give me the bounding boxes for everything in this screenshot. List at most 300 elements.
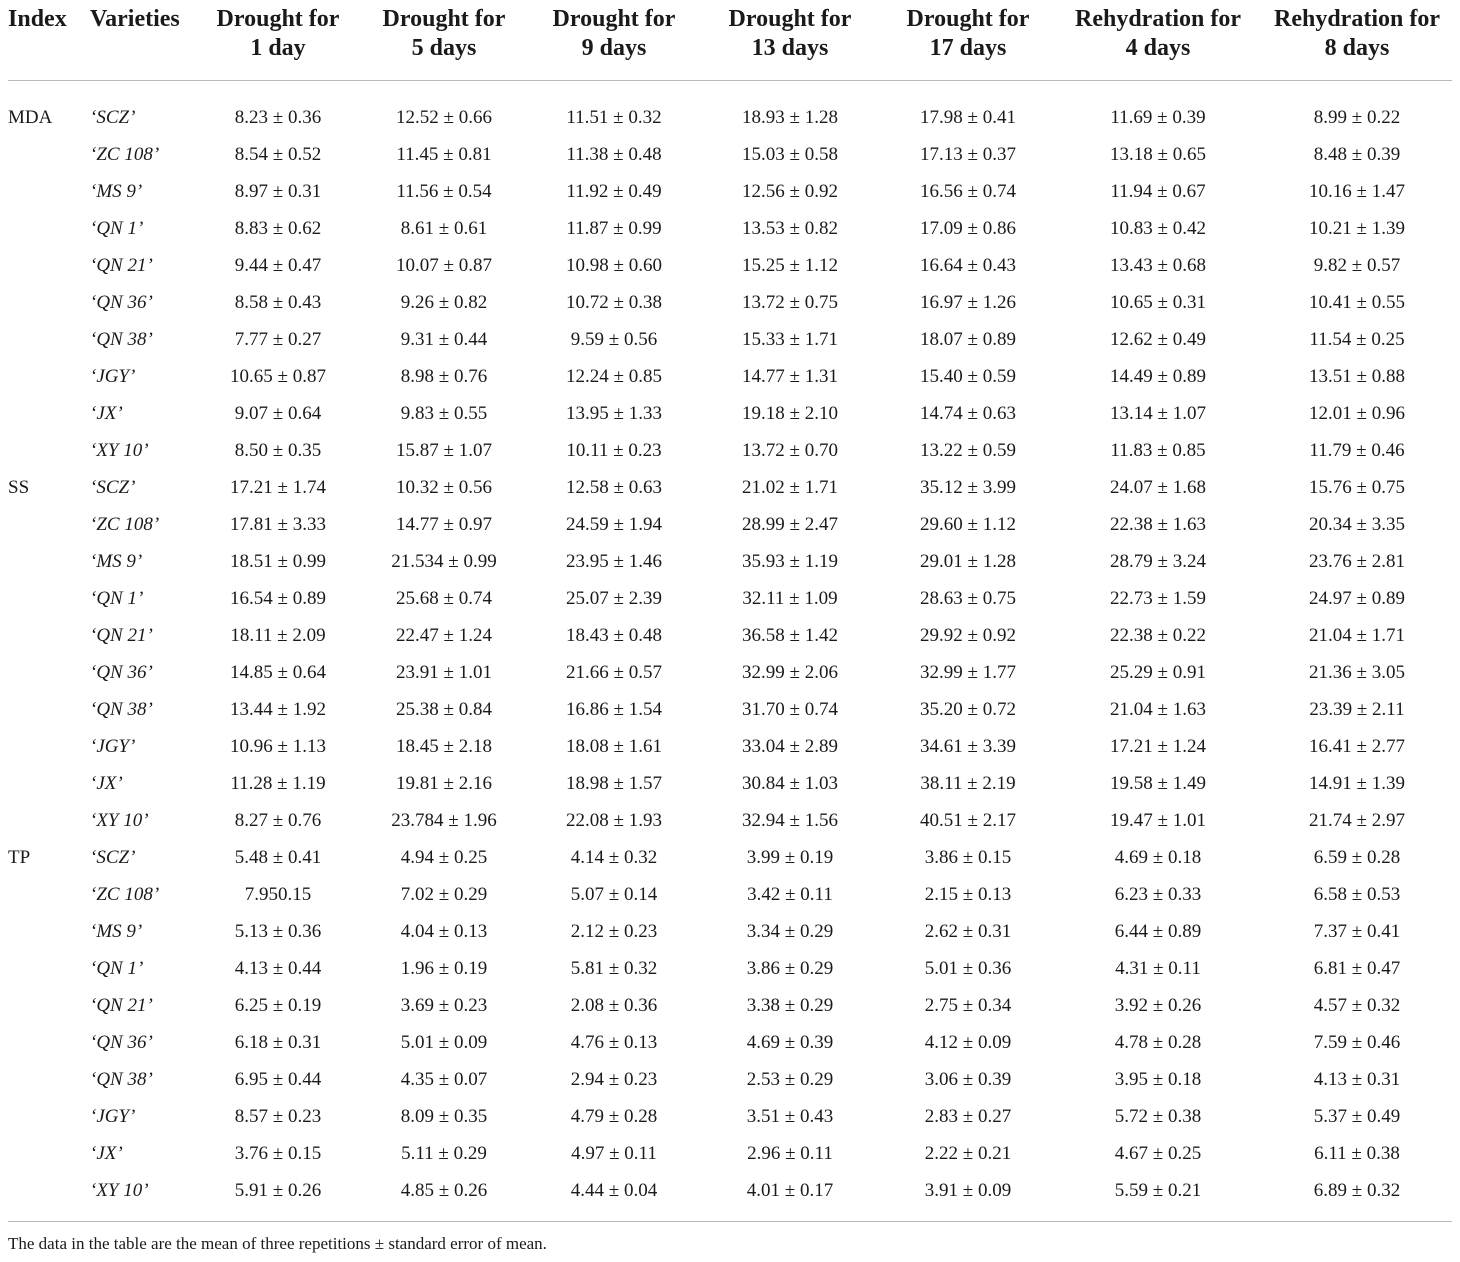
value-cell: 4.12 ± 0.09 bbox=[924, 1031, 1012, 1053]
value-cell: 17.13 ± 0.37 bbox=[920, 143, 1016, 165]
value-cell: 3.95 ± 0.18 bbox=[1114, 1068, 1202, 1090]
variety-cell: ‘SCZ’ bbox=[90, 846, 136, 868]
variety-cell: ‘QN 36’ bbox=[90, 661, 153, 683]
value-cell: 8.83 ± 0.62 bbox=[234, 217, 322, 239]
variety-cell: ‘QN 38’ bbox=[90, 328, 153, 350]
table-row bbox=[8, 802, 1452, 839]
value-cell: 15.76 ± 0.75 bbox=[1309, 476, 1405, 498]
value-cell: 28.99 ± 2.47 bbox=[742, 513, 838, 535]
column-header bbox=[882, 0, 1054, 81]
index-cell bbox=[8, 432, 90, 469]
value-cell: 4.76 ± 0.13 bbox=[570, 1031, 658, 1053]
value-cell: 4.69 ± 0.39 bbox=[746, 1031, 834, 1053]
value-cell: 6.95 ± 0.44 bbox=[234, 1068, 322, 1090]
variety-cell: ‘JX’ bbox=[90, 772, 123, 794]
value-cell: 11.69 ± 0.39 bbox=[1110, 106, 1206, 128]
value-cell: 9.31 ± 0.44 bbox=[400, 328, 488, 350]
index-cell: TP bbox=[8, 846, 31, 868]
value-cell: 6.25 ± 0.19 bbox=[234, 994, 322, 1016]
value-cell: 21.04 ± 1.71 bbox=[1309, 624, 1405, 646]
value-cell: 25.07 ± 2.39 bbox=[566, 587, 662, 609]
value-cell: 29.60 ± 1.12 bbox=[920, 513, 1016, 535]
value-cell: 35.12 ± 3.99 bbox=[920, 476, 1016, 498]
value-cell: 12.56 ± 0.92 bbox=[742, 180, 838, 202]
value-cell: 23.39 ± 2.11 bbox=[1309, 698, 1405, 720]
value-cell: 10.65 ± 0.31 bbox=[1110, 291, 1206, 313]
variety-cell: ‘QN 21’ bbox=[90, 994, 153, 1016]
value-cell: 15.03 ± 0.58 bbox=[742, 143, 838, 165]
value-cell: 23.95 ± 1.46 bbox=[566, 550, 662, 572]
value-cell: 3.38 ± 0.29 bbox=[746, 994, 834, 1016]
index-cell bbox=[8, 691, 90, 728]
value-cell: 13.14 ± 1.07 bbox=[1110, 402, 1206, 424]
variety-cell: ‘QN 1’ bbox=[90, 587, 144, 609]
index-cell: MDA bbox=[8, 106, 53, 128]
value-cell: 14.85 ± 0.64 bbox=[230, 661, 326, 683]
column-header-line1: Rehydration for bbox=[1274, 6, 1440, 32]
value-cell: 13.43 ± 0.68 bbox=[1110, 254, 1206, 276]
value-cell: 10.83 ± 0.42 bbox=[1110, 217, 1206, 239]
table-row bbox=[8, 321, 1452, 358]
value-cell: 23.76 ± 2.81 bbox=[1309, 550, 1405, 572]
value-cell: 16.56 ± 0.74 bbox=[920, 180, 1016, 202]
value-cell: 21.02 ± 1.71 bbox=[742, 476, 838, 498]
variety-cell: ‘QN 1’ bbox=[90, 957, 144, 979]
value-cell: 10.41 ± 0.55 bbox=[1309, 291, 1405, 313]
value-cell: 38.11 ± 2.19 bbox=[920, 772, 1016, 794]
column-header-line1: Rehydration for bbox=[1075, 6, 1241, 32]
value-cell: 2.53 ± 0.29 bbox=[746, 1068, 834, 1090]
value-cell: 16.97 ± 1.26 bbox=[920, 291, 1016, 313]
value-cell: 20.34 ± 3.35 bbox=[1309, 513, 1405, 535]
column-header bbox=[198, 0, 358, 81]
value-cell: 5.91 ± 0.26 bbox=[234, 1179, 322, 1201]
data-table-container bbox=[8, 0, 1452, 1209]
variety-cell: ‘XY 10’ bbox=[90, 439, 149, 461]
value-cell: 19.81 ± 2.16 bbox=[396, 772, 492, 794]
value-cell: 4.35 ± 0.07 bbox=[400, 1068, 488, 1090]
value-cell: 21.04 ± 1.63 bbox=[1110, 698, 1206, 720]
value-cell: 19.18 ± 2.10 bbox=[742, 402, 838, 424]
table-row bbox=[8, 395, 1452, 432]
index-cell bbox=[8, 580, 90, 617]
column-header-line1: Drought for bbox=[216, 6, 340, 32]
header-row bbox=[8, 0, 1452, 81]
value-cell: 13.72 ± 0.70 bbox=[742, 439, 838, 461]
column-header-line2: 17 days bbox=[929, 35, 1007, 61]
value-cell: 5.48 ± 0.41 bbox=[234, 846, 322, 868]
value-cell: 8.57 ± 0.23 bbox=[234, 1105, 322, 1127]
value-cell: 21.66 ± 0.57 bbox=[566, 661, 662, 683]
index-cell bbox=[8, 654, 90, 691]
value-cell: 15.33 ± 1.71 bbox=[742, 328, 838, 350]
value-cell: 6.23 ± 0.33 bbox=[1114, 883, 1202, 905]
value-cell: 10.98 ± 0.60 bbox=[566, 254, 662, 276]
value-cell: 3.34 ± 0.29 bbox=[746, 920, 834, 942]
value-cell: 6.59 ± 0.28 bbox=[1313, 846, 1401, 868]
value-cell: 3.86 ± 0.29 bbox=[746, 957, 834, 979]
value-cell: 36.58 ± 1.42 bbox=[742, 624, 838, 646]
table-row bbox=[8, 136, 1452, 173]
value-cell: 16.41 ± 2.77 bbox=[1309, 735, 1405, 757]
value-cell: 4.01 ± 0.17 bbox=[746, 1179, 834, 1201]
value-cell: 4.97 ± 0.11 bbox=[571, 1142, 657, 1164]
value-cell: 11.94 ± 0.67 bbox=[1110, 180, 1206, 202]
value-cell: 3.86 ± 0.15 bbox=[924, 846, 1012, 868]
index-cell bbox=[8, 173, 90, 210]
variety-cell: ‘XY 10’ bbox=[90, 809, 149, 831]
value-cell: 35.20 ± 0.72 bbox=[920, 698, 1016, 720]
value-cell: 6.11 ± 0.38 bbox=[1314, 1142, 1400, 1164]
value-cell: 15.40 ± 0.59 bbox=[920, 365, 1016, 387]
column-header-line1: Drought for bbox=[728, 6, 852, 32]
value-cell: 21.534 ± 0.99 bbox=[391, 550, 497, 572]
value-cell: 29.92 ± 0.92 bbox=[920, 624, 1016, 646]
variety-cell: ‘JGY’ bbox=[90, 1105, 136, 1127]
index-cell bbox=[8, 210, 90, 247]
value-cell: 18.51 ± 0.99 bbox=[230, 550, 326, 572]
value-cell: 22.38 ± 1.63 bbox=[1110, 513, 1206, 535]
index-cell bbox=[8, 321, 90, 358]
value-cell: 13.18 ± 0.65 bbox=[1110, 143, 1206, 165]
value-cell: 11.79 ± 0.46 bbox=[1309, 439, 1405, 461]
value-cell: 10.72 ± 0.38 bbox=[566, 291, 662, 313]
index-cell bbox=[8, 395, 90, 432]
table-row bbox=[8, 469, 1452, 506]
value-cell: 5.01 ± 0.09 bbox=[400, 1031, 488, 1053]
value-cell: 5.07 ± 0.14 bbox=[570, 883, 658, 905]
index-cell bbox=[8, 728, 90, 765]
value-cell: 8.54 ± 0.52 bbox=[234, 143, 322, 165]
table-row bbox=[8, 81, 1452, 137]
value-cell: 18.93 ± 1.28 bbox=[742, 106, 838, 128]
value-cell: 2.12 ± 0.23 bbox=[570, 920, 658, 942]
value-cell: 2.15 ± 0.13 bbox=[924, 883, 1012, 905]
value-cell: 19.47 ± 1.01 bbox=[1110, 809, 1206, 831]
table-row bbox=[8, 506, 1452, 543]
value-cell: 4.14 ± 0.32 bbox=[570, 846, 658, 868]
value-cell: 11.45 ± 0.81 bbox=[396, 143, 492, 165]
value-cell: 11.56 ± 0.54 bbox=[396, 180, 492, 202]
table-row bbox=[8, 728, 1452, 765]
index-cell bbox=[8, 617, 90, 654]
value-cell: 10.96 ± 1.13 bbox=[230, 735, 326, 757]
value-cell: 6.58 ± 0.53 bbox=[1313, 883, 1401, 905]
value-cell: 18.08 ± 1.61 bbox=[566, 735, 662, 757]
value-cell: 17.21 ± 1.74 bbox=[230, 476, 326, 498]
index-cell bbox=[8, 1061, 90, 1098]
table-row bbox=[8, 543, 1452, 580]
table-row bbox=[8, 839, 1452, 876]
value-cell: 18.07 ± 0.89 bbox=[920, 328, 1016, 350]
variety-cell: ‘XY 10’ bbox=[90, 1179, 149, 1201]
value-cell: 28.63 ± 0.75 bbox=[920, 587, 1016, 609]
value-cell: 11.51 ± 0.32 bbox=[566, 106, 662, 128]
value-cell: 24.07 ± 1.68 bbox=[1110, 476, 1206, 498]
value-cell: 10.11 ± 0.23 bbox=[566, 439, 662, 461]
value-cell: 16.86 ± 1.54 bbox=[566, 698, 662, 720]
column-header-line1: Drought for bbox=[382, 6, 506, 32]
index-cell bbox=[8, 1172, 90, 1209]
index-cell bbox=[8, 543, 90, 580]
table-row bbox=[8, 876, 1452, 913]
value-cell: 2.62 ± 0.31 bbox=[924, 920, 1012, 942]
table-row bbox=[8, 210, 1452, 247]
value-cell: 12.01 ± 0.96 bbox=[1309, 402, 1405, 424]
value-cell: 17.21 ± 1.24 bbox=[1110, 735, 1206, 757]
value-cell: 14.77 ± 0.97 bbox=[396, 513, 492, 535]
value-cell: 2.94 ± 0.23 bbox=[570, 1068, 658, 1090]
value-cell: 33.04 ± 2.89 bbox=[742, 735, 838, 757]
value-cell: 11.92 ± 0.49 bbox=[566, 180, 662, 202]
value-cell: 8.27 ± 0.76 bbox=[234, 809, 322, 831]
index-cell bbox=[8, 284, 90, 321]
column-header-line1: Varieties bbox=[90, 6, 180, 32]
column-header-line2: 1 day bbox=[250, 35, 306, 61]
value-cell: 11.83 ± 0.85 bbox=[1110, 439, 1206, 461]
column-header-line2: 4 days bbox=[1125, 35, 1191, 61]
value-cell: 21.36 ± 3.05 bbox=[1309, 661, 1405, 683]
column-header bbox=[1054, 0, 1262, 81]
table-row bbox=[8, 173, 1452, 210]
value-cell: 11.38 ± 0.48 bbox=[566, 143, 662, 165]
value-cell: 22.38 ± 0.22 bbox=[1110, 624, 1206, 646]
variety-cell: ‘ZC 108’ bbox=[90, 513, 160, 535]
value-cell: 30.84 ± 1.03 bbox=[742, 772, 838, 794]
value-cell: 15.87 ± 1.07 bbox=[396, 439, 492, 461]
column-header bbox=[8, 0, 90, 81]
value-cell: 3.76 ± 0.15 bbox=[234, 1142, 322, 1164]
index-cell bbox=[8, 247, 90, 284]
value-cell: 4.13 ± 0.44 bbox=[234, 957, 322, 979]
value-cell: 9.59 ± 0.56 bbox=[570, 328, 658, 350]
value-cell: 24.59 ± 1.94 bbox=[566, 513, 662, 535]
value-cell: 16.54 ± 0.89 bbox=[230, 587, 326, 609]
value-cell: 8.58 ± 0.43 bbox=[234, 291, 322, 313]
table-row bbox=[8, 913, 1452, 950]
table-row bbox=[8, 1135, 1452, 1172]
value-cell: 8.98 ± 0.76 bbox=[400, 365, 488, 387]
value-cell: 31.70 ± 0.74 bbox=[742, 698, 838, 720]
value-cell: 4.13 ± 0.31 bbox=[1313, 1068, 1401, 1090]
value-cell: 24.97 ± 0.89 bbox=[1309, 587, 1405, 609]
table-row bbox=[8, 1061, 1452, 1098]
index-cell: SS bbox=[8, 476, 30, 498]
index-cell bbox=[8, 765, 90, 802]
index-cell bbox=[8, 358, 90, 395]
value-cell: 15.25 ± 1.12 bbox=[742, 254, 838, 276]
index-cell bbox=[8, 506, 90, 543]
index-cell bbox=[8, 1135, 90, 1172]
value-cell: 22.08 ± 1.93 bbox=[566, 809, 662, 831]
value-cell: 14.77 ± 1.31 bbox=[742, 365, 838, 387]
index-cell bbox=[8, 1024, 90, 1061]
value-cell: 5.59 ± 0.21 bbox=[1114, 1179, 1202, 1201]
variety-cell: ‘MS 9’ bbox=[90, 550, 143, 572]
index-cell bbox=[8, 802, 90, 839]
value-cell: 7.77 ± 0.27 bbox=[234, 328, 322, 350]
variety-cell: ‘QN 36’ bbox=[90, 1031, 153, 1053]
value-cell: 5.11 ± 0.29 bbox=[401, 1142, 487, 1164]
variety-cell: ‘QN 21’ bbox=[90, 624, 153, 646]
value-cell: 18.43 ± 0.48 bbox=[566, 624, 662, 646]
value-cell: 28.79 ± 3.24 bbox=[1110, 550, 1206, 572]
value-cell: 3.69 ± 0.23 bbox=[400, 994, 488, 1016]
column-header-line2: 8 days bbox=[1324, 35, 1390, 61]
value-cell: 5.72 ± 0.38 bbox=[1114, 1105, 1202, 1127]
value-cell: 10.07 ± 0.87 bbox=[396, 254, 492, 276]
value-cell: 11.87 ± 0.99 bbox=[566, 217, 662, 239]
value-cell: 13.95 ± 1.33 bbox=[566, 402, 662, 424]
value-cell: 5.01 ± 0.36 bbox=[924, 957, 1012, 979]
index-cell bbox=[8, 1098, 90, 1135]
value-cell: 11.54 ± 0.25 bbox=[1309, 328, 1405, 350]
index-cell bbox=[8, 950, 90, 987]
value-cell: 18.11 ± 2.09 bbox=[230, 624, 326, 646]
value-cell: 4.78 ± 0.28 bbox=[1114, 1031, 1202, 1053]
value-cell: 8.23 ± 0.36 bbox=[234, 106, 322, 128]
bottom-rule bbox=[8, 1221, 1452, 1222]
table-row bbox=[8, 247, 1452, 284]
variety-cell: ‘QN 38’ bbox=[90, 1068, 153, 1090]
value-cell: 32.99 ± 2.06 bbox=[742, 661, 838, 683]
column-header-line2: 13 days bbox=[751, 35, 829, 61]
value-cell: 4.85 ± 0.26 bbox=[400, 1179, 488, 1201]
value-cell: 9.07 ± 0.64 bbox=[234, 402, 322, 424]
value-cell: 8.50 ± 0.35 bbox=[234, 439, 322, 461]
value-cell: 8.48 ± 0.39 bbox=[1313, 143, 1401, 165]
value-cell: 7.02 ± 0.29 bbox=[400, 883, 488, 905]
value-cell: 8.61 ± 0.61 bbox=[400, 217, 488, 239]
value-cell: 5.37 ± 0.49 bbox=[1313, 1105, 1401, 1127]
variety-cell: ‘ZC 108’ bbox=[90, 883, 160, 905]
variety-cell: ‘SCZ’ bbox=[90, 476, 136, 498]
column-header-line1: Drought for bbox=[552, 6, 676, 32]
value-cell: 6.81 ± 0.47 bbox=[1313, 957, 1401, 979]
value-cell: 1.96 ± 0.19 bbox=[400, 957, 488, 979]
column-header bbox=[530, 0, 698, 81]
value-cell: 5.13 ± 0.36 bbox=[234, 920, 322, 942]
index-cell bbox=[8, 136, 90, 173]
value-cell: 8.99 ± 0.22 bbox=[1313, 106, 1401, 128]
value-cell: 6.89 ± 0.32 bbox=[1313, 1179, 1401, 1201]
value-cell: 40.51 ± 2.17 bbox=[920, 809, 1016, 831]
value-cell: 14.49 ± 0.89 bbox=[1110, 365, 1206, 387]
value-cell: 9.83 ± 0.55 bbox=[400, 402, 488, 424]
value-cell: 21.74 ± 2.97 bbox=[1309, 809, 1405, 831]
value-cell: 7.950.15 bbox=[244, 883, 312, 905]
value-cell: 4.04 ± 0.13 bbox=[400, 920, 488, 942]
value-cell: 8.97 ± 0.31 bbox=[234, 180, 322, 202]
value-cell: 17.98 ± 0.41 bbox=[920, 106, 1016, 128]
variety-cell: ‘QN 21’ bbox=[90, 254, 153, 276]
value-cell: 29.01 ± 1.28 bbox=[920, 550, 1016, 572]
variety-cell: ‘QN 38’ bbox=[90, 698, 153, 720]
table-row bbox=[8, 1172, 1452, 1209]
value-cell: 4.94 ± 0.25 bbox=[400, 846, 488, 868]
value-cell: 6.44 ± 0.89 bbox=[1114, 920, 1202, 942]
variety-cell: ‘MS 9’ bbox=[90, 920, 143, 942]
value-cell: 12.62 ± 0.49 bbox=[1110, 328, 1206, 350]
value-cell: 7.59 ± 0.46 bbox=[1313, 1031, 1401, 1053]
value-cell: 2.22 ± 0.21 bbox=[924, 1142, 1012, 1164]
value-cell: 32.11 ± 1.09 bbox=[742, 587, 838, 609]
variety-cell: ‘MS 9’ bbox=[90, 180, 143, 202]
column-header-line1: Drought for bbox=[906, 6, 1030, 32]
value-cell: 12.58 ± 0.63 bbox=[566, 476, 662, 498]
table-row bbox=[8, 765, 1452, 802]
column-header-line2: 5 days bbox=[411, 35, 477, 61]
table-row bbox=[8, 950, 1452, 987]
value-cell: 4.69 ± 0.18 bbox=[1114, 846, 1202, 868]
value-cell: 9.44 ± 0.47 bbox=[234, 254, 322, 276]
table-body bbox=[8, 81, 1452, 1210]
value-cell: 32.99 ± 1.77 bbox=[920, 661, 1016, 683]
value-cell: 4.57 ± 0.32 bbox=[1313, 994, 1401, 1016]
value-cell: 12.52 ± 0.66 bbox=[396, 106, 492, 128]
value-cell: 4.31 ± 0.11 bbox=[1115, 957, 1201, 979]
index-cell bbox=[8, 987, 90, 1024]
value-cell: 2.75 ± 0.34 bbox=[924, 994, 1012, 1016]
value-cell: 3.99 ± 0.19 bbox=[746, 846, 834, 868]
value-cell: 19.58 ± 1.49 bbox=[1110, 772, 1206, 794]
value-cell: 3.06 ± 0.39 bbox=[924, 1068, 1012, 1090]
value-cell: 13.44 ± 1.92 bbox=[230, 698, 326, 720]
table-row bbox=[8, 432, 1452, 469]
value-cell: 2.96 ± 0.11 bbox=[747, 1142, 833, 1164]
table-row bbox=[8, 580, 1452, 617]
value-cell: 16.64 ± 0.43 bbox=[920, 254, 1016, 276]
index-cell bbox=[8, 913, 90, 950]
value-cell: 23.91 ± 1.01 bbox=[396, 661, 492, 683]
column-header-line2: 9 days bbox=[581, 35, 647, 61]
column-header bbox=[1262, 0, 1452, 81]
value-cell: 2.83 ± 0.27 bbox=[924, 1105, 1012, 1127]
value-cell: 9.26 ± 0.82 bbox=[400, 291, 488, 313]
value-cell: 9.82 ± 0.57 bbox=[1313, 254, 1401, 276]
value-cell: 25.38 ± 0.84 bbox=[396, 698, 492, 720]
value-cell: 3.42 ± 0.11 bbox=[747, 883, 833, 905]
variety-cell: ‘QN 1’ bbox=[90, 217, 144, 239]
value-cell: 17.81 ± 3.33 bbox=[230, 513, 326, 535]
variety-cell: ‘JX’ bbox=[90, 402, 123, 424]
table-row bbox=[8, 284, 1452, 321]
value-cell: 10.21 ± 1.39 bbox=[1309, 217, 1405, 239]
column-header bbox=[90, 0, 198, 81]
variety-cell: ‘QN 36’ bbox=[90, 291, 153, 313]
variety-cell: ‘ZC 108’ bbox=[90, 143, 160, 165]
value-cell: 13.72 ± 0.75 bbox=[742, 291, 838, 313]
value-cell: 34.61 ± 3.39 bbox=[920, 735, 1016, 757]
value-cell: 2.08 ± 0.36 bbox=[570, 994, 658, 1016]
variety-cell: ‘JGY’ bbox=[90, 365, 136, 387]
value-cell: 6.18 ± 0.31 bbox=[234, 1031, 322, 1053]
value-cell: 13.53 ± 0.82 bbox=[742, 217, 838, 239]
value-cell: 13.22 ± 0.59 bbox=[920, 439, 1016, 461]
value-cell: 5.81 ± 0.32 bbox=[570, 957, 658, 979]
value-cell: 4.67 ± 0.25 bbox=[1114, 1142, 1202, 1164]
value-cell: 14.91 ± 1.39 bbox=[1309, 772, 1405, 794]
value-cell: 14.74 ± 0.63 bbox=[920, 402, 1016, 424]
value-cell: 32.94 ± 1.56 bbox=[742, 809, 838, 831]
table-header bbox=[8, 0, 1452, 81]
value-cell: 18.98 ± 1.57 bbox=[566, 772, 662, 794]
index-cell bbox=[8, 876, 90, 913]
value-cell: 35.93 ± 1.19 bbox=[742, 550, 838, 572]
variety-cell: ‘SCZ’ bbox=[90, 106, 136, 128]
value-cell: 8.09 ± 0.35 bbox=[400, 1105, 488, 1127]
table-row bbox=[8, 654, 1452, 691]
